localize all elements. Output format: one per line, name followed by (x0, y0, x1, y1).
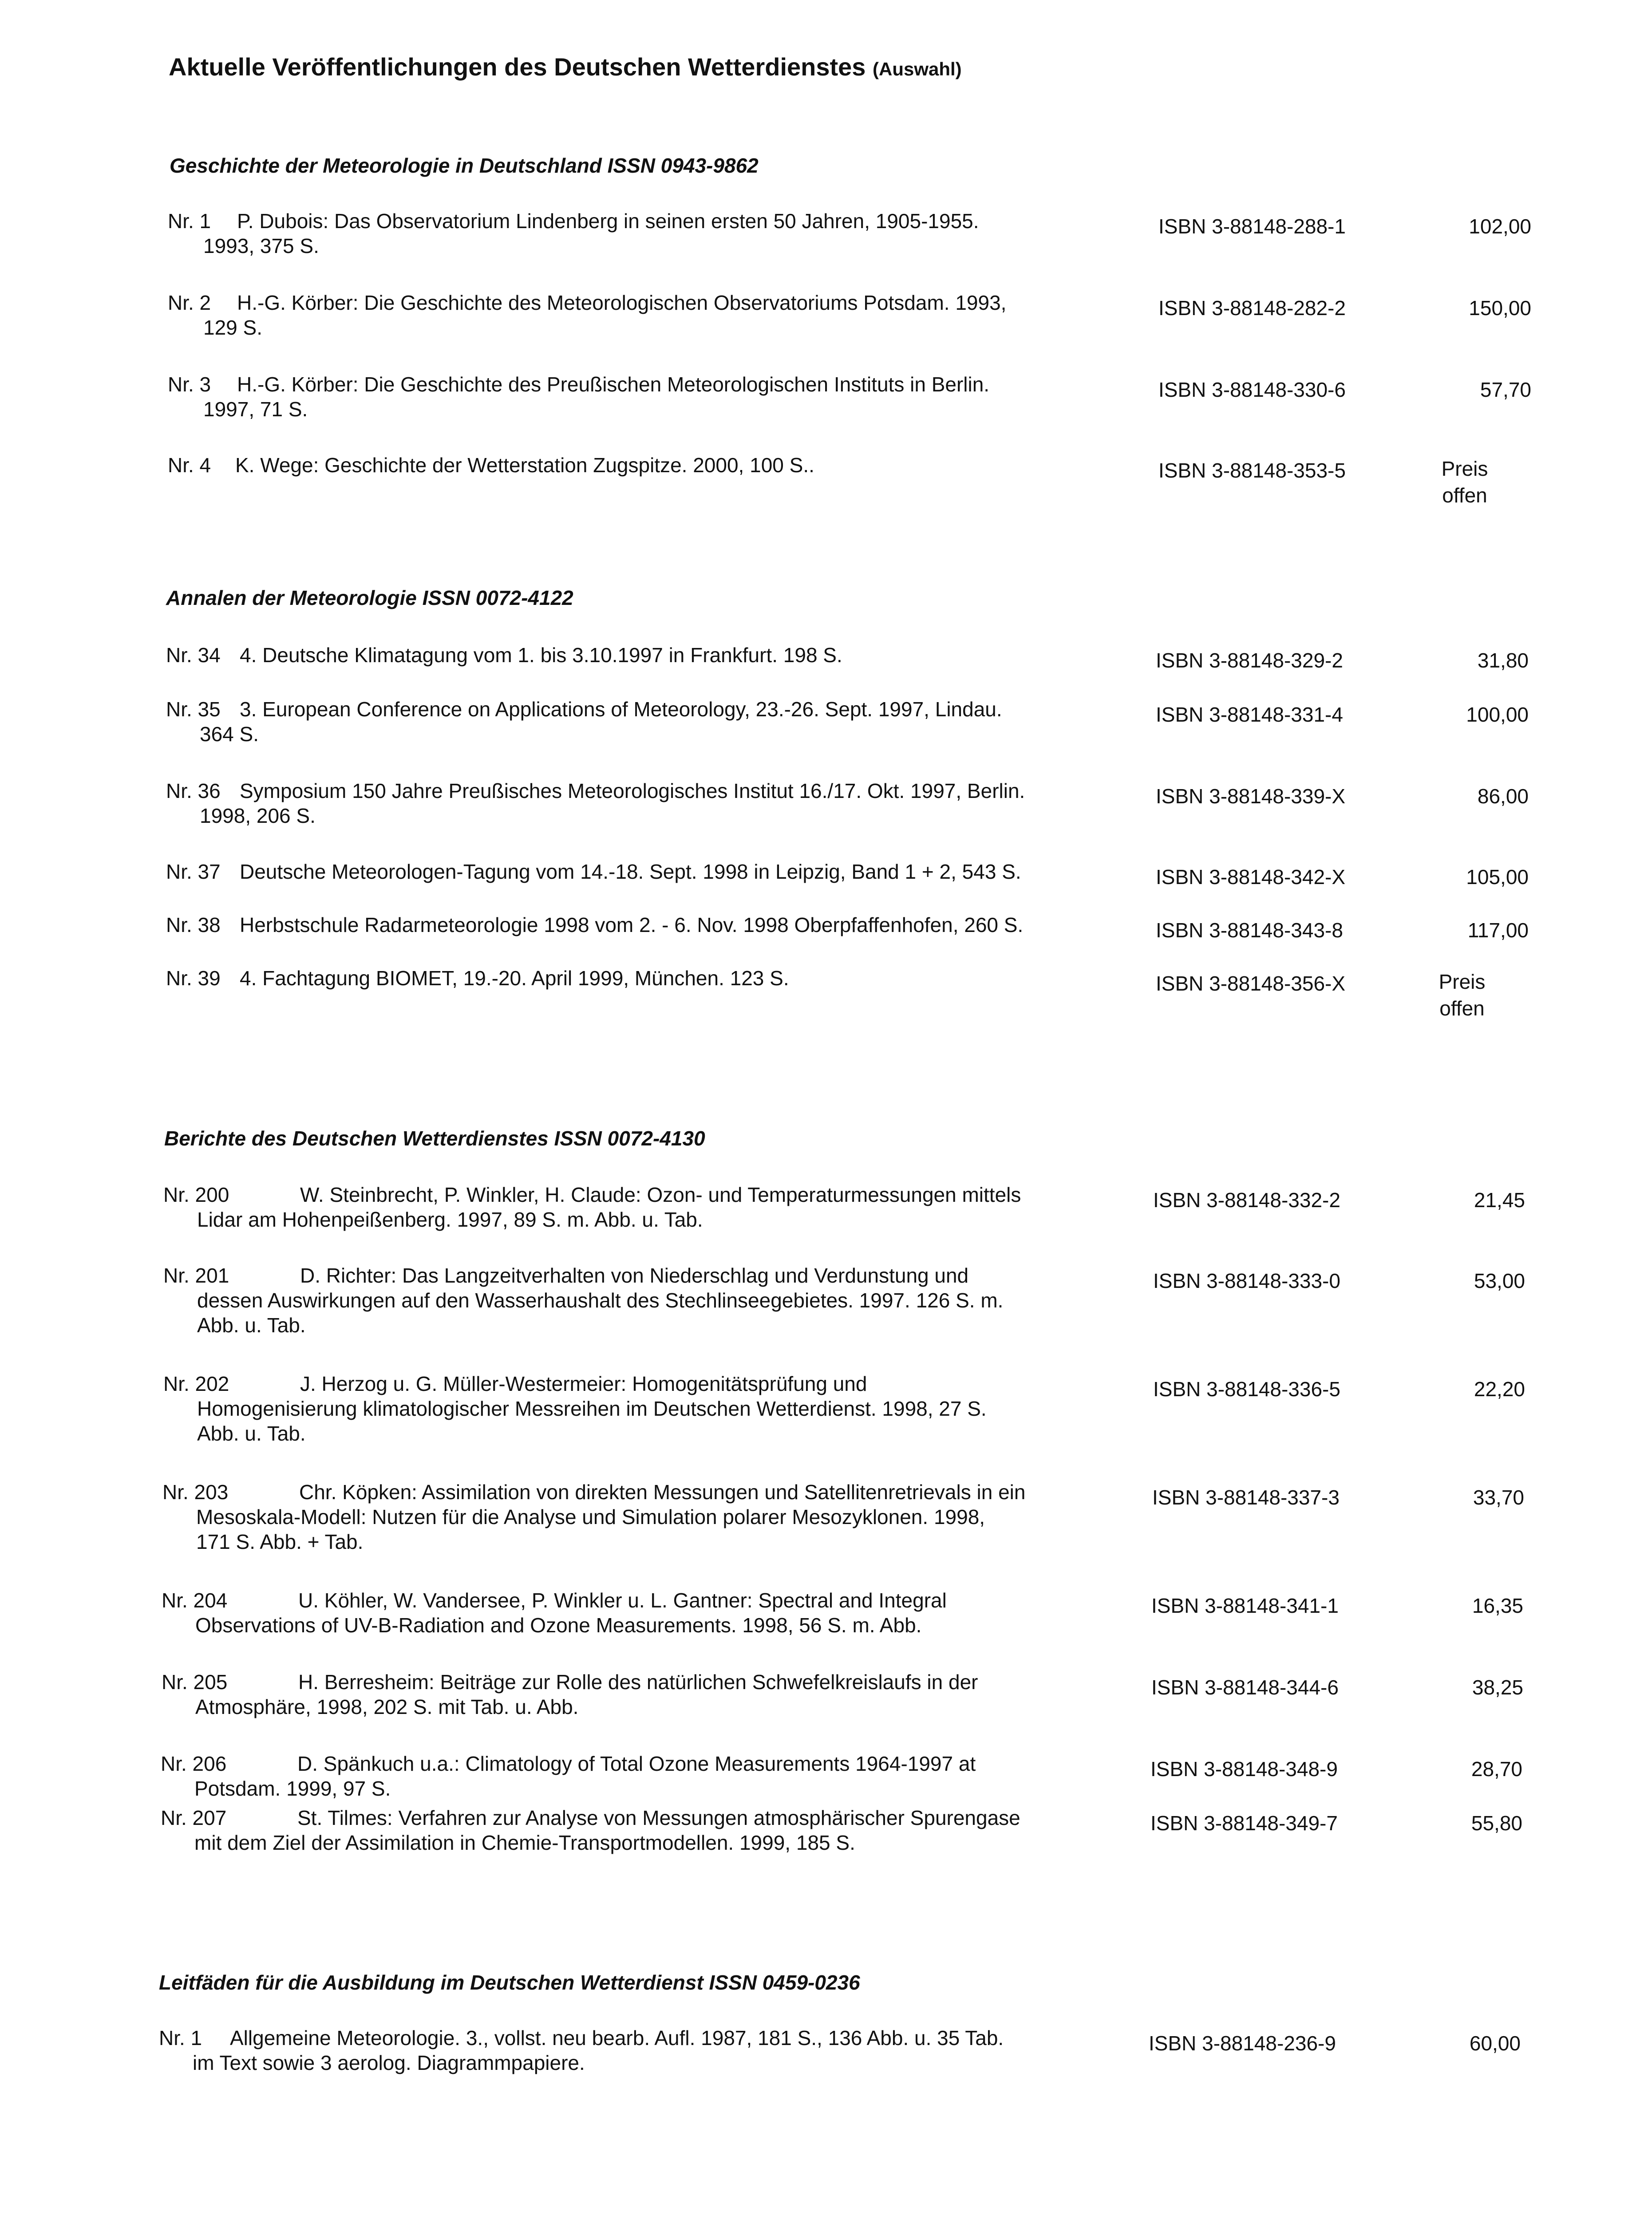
entry-price: 86,00 (1477, 785, 1529, 808)
entry-price: 117,00 (1467, 919, 1529, 942)
entry-isbn: ISBN 3-88148-288-1 (1158, 215, 1346, 238)
entry-isbn: ISBN 3-88148-349-7 (1150, 1812, 1338, 1835)
entry-price: Preis offen (1439, 970, 1486, 1020)
entry-price: 31,80 (1477, 649, 1529, 672)
entry-description: Chr. Köpken: Assimilation von direkten Messungen und Satellitenretrievals in ein Mesoskala-Modell: Nutzen für die Analyse und Simulation polarer Mesozyklonen. 1998, 171 S. Abb. + Tab. (196, 1481, 1026, 1553)
section-heading-berichte: Berichte des Deutschen Wetterdienstes ISSN 0072-4130 (164, 1127, 705, 1150)
entry-number: Nr. 2 (168, 291, 211, 314)
entry-price: 100,00 (1466, 703, 1529, 726)
entry-description: 3. European Conference on Applications of Meteorology, 23.-26. Sept. 1997, Lindau. 364 S. (200, 698, 1002, 746)
entry-number: Nr. 203 (162, 1481, 229, 1504)
entry-number: Nr. 36 (166, 779, 221, 802)
entry-isbn: ISBN 3-88148-330-6 (1158, 378, 1346, 401)
entry-isbn: ISBN 3-88148-356-X (1156, 972, 1346, 995)
entry-description: 4. Fachtagung BIOMET, 19.-20. April 1999, München. 123 S. (240, 967, 789, 990)
entry-price: 33,70 (1473, 1486, 1524, 1509)
entry-price: 57,70 (1480, 378, 1531, 401)
entry-description: Deutsche Meteorologen-Tagung vom 14.-18. Sept. 1998 in Leipzig, Band 1 + 2, 543 S. (240, 860, 1021, 883)
section-heading-annalen: Annalen der Meteorologie ISSN 0072-4122 (166, 586, 573, 609)
entry-isbn: ISBN 3-88148-339-X (1156, 785, 1346, 808)
entry-price: 55,80 (1471, 1812, 1522, 1835)
entry-description: Symposium 150 Jahre Preußisches Meteorologisches Institut 16./17. Okt. 1997, Berlin. 1998, 206 S. (200, 779, 1025, 827)
entry-number: Nr. 1 (159, 2026, 202, 2049)
entry-description: Allgemeine Meteorologie. 3., vollst. neu bearb. Aufl. 1987, 181 S., 136 Abb. u. 35 Tab. im Text sowie 3 aerolog. Diagrammpapiere. (193, 2026, 1004, 2074)
entry-description: St. Tilmes: Verfahren zur Analyse von Messungen atmosphärischer Spurengase mit dem Ziel der Assimilation in Chemie-Transportmodellen. 1999, 185 S. (194, 1806, 1020, 1854)
entry-isbn: ISBN 3-88148-348-9 (1150, 1757, 1338, 1781)
entry-isbn: ISBN 3-88148-282-2 (1158, 296, 1346, 320)
entry-number: Nr. 205 (162, 1670, 228, 1694)
entry-number: Nr. 4 (168, 454, 211, 477)
entry-number: Nr. 39 (166, 967, 221, 990)
entry-description: W. Steinbrecht, P. Winkler, H. Claude: Ozon- und Temperaturmessungen mittels Lidar am Hohenpeißenberg. 1997, 89 S. m. Abb. u. Tab. (197, 1183, 1021, 1231)
entry-number: Nr. 35 (166, 698, 221, 721)
entry-isbn: ISBN 3-88148-344-6 (1151, 1676, 1339, 1699)
entry-isbn: ISBN 3-88148-331-4 (1156, 703, 1343, 726)
entry-description: J. Herzog u. G. Müller-Westermeier: Homogenitätsprüfung und Homogenisierung klimatologischer Messreihen im Deutschen Wetterdienst. 1998, 27 S. Abb. u. Tab. (197, 1372, 987, 1445)
entry-description: K. Wege: Geschichte der Wetterstation Zugspitze. 2000, 100 S.. (235, 454, 814, 477)
entry-isbn: ISBN 3-88148-336-5 (1153, 1378, 1340, 1401)
entry-description: D. Richter: Das Langzeitverhalten von Niederschlag und Verdunstung und dessen Auswirkungen auf den Wasserhaushalt des Stechlinseegebietes. 1997. 126 S. m. Abb. u. Tab. (197, 1264, 1004, 1337)
entry-description: P. Dubois: Das Observatorium Lindenberg in seinen ersten 50 Jahren, 1905-1955. 1993, 375 S. (203, 209, 979, 257)
entry-number: Nr. 207 (161, 1806, 227, 1829)
entry-number: Nr. 200 (163, 1183, 229, 1206)
entry-price: 22,20 (1474, 1378, 1525, 1401)
page-title (169, 52, 962, 81)
entry-description: Herbstschule Radarmeteorologie 1998 vom 2. - 6. Nov. 1998 Oberpfaffenhofen, 260 S. (240, 913, 1024, 936)
entry-description: D. Spänkuch u.a.: Climatology of Total Ozone Measurements 1964-1997 at Potsdam. 1999, 97 S. (194, 1752, 976, 1800)
entry-number: Nr. 201 (163, 1264, 229, 1287)
entry-price: Preis offen (1441, 457, 1488, 507)
entry-number: Nr. 202 (163, 1372, 229, 1395)
entry-description: H.-G. Körber: Die Geschichte des Meteorologischen Observatoriums Potsdam. 1993, 129 S. (203, 291, 1007, 339)
entry-isbn: ISBN 3-88148-342-X (1156, 865, 1346, 888)
entry-description: H. Berresheim: Beiträge zur Rolle des natürlichen Schwefelkreislaufs in der Atmosphäre, 1998, 202 S. mit Tab. u. Abb. (195, 1670, 978, 1718)
entry-description: U. Köhler, W. Vandersee, P. Winkler u. L. Gantner: Spectral and Integral Observations of UV-B-Radiation and Ozone Measurements. 1998, 56 S. m. Abb. (195, 1589, 947, 1637)
entry-price: 16,35 (1472, 1594, 1523, 1617)
entry-number: Nr. 37 (166, 860, 221, 883)
entry-price: 38,25 (1472, 1676, 1523, 1699)
entry-price: 21,45 (1474, 1188, 1525, 1212)
page-title-text: Aktuelle Veröffentlichungen des Deutschen Wetterdienstes (169, 53, 866, 81)
entry-number: Nr. 206 (161, 1752, 227, 1775)
entry-number: Nr. 34 (166, 644, 221, 667)
entry-isbn: ISBN 3-88148-337-3 (1152, 1486, 1340, 1509)
entry-isbn: ISBN 3-88148-341-1 (1151, 1594, 1339, 1617)
entry-isbn: ISBN 3-88148-333-0 (1153, 1269, 1340, 1292)
entry-price: 150,00 (1469, 296, 1531, 320)
entry-isbn: ISBN 3-88148-332-2 (1153, 1188, 1340, 1212)
entry-isbn: ISBN 3-88148-236-9 (1149, 2032, 1336, 2055)
entry-isbn: ISBN 3-88148-329-2 (1156, 649, 1343, 672)
section-heading-leitfaeden: Leitfäden für die Ausbildung im Deutschen Wetterdienst ISSN 0459-0236 (159, 1971, 860, 1994)
entry-price: 60,00 (1469, 2032, 1521, 2055)
entry-price: 53,00 (1474, 1269, 1525, 1292)
entry-price: 28,70 (1471, 1757, 1522, 1781)
entry-number: Nr. 3 (168, 373, 211, 396)
entry-number: Nr. 38 (166, 913, 221, 936)
entry-description: H.-G. Körber: Die Geschichte des Preußischen Meteorologischen Instituts in Berlin. 1997, 71 S. (203, 373, 990, 421)
entry-price: 102,00 (1469, 215, 1531, 238)
entry-description: 4. Deutsche Klimatagung vom 1. bis 3.10.1997 in Frankfurt. 198 S. (240, 644, 842, 667)
entry-number: Nr. 1 (168, 209, 211, 233)
section-heading-geschichte: Geschichte der Meteorologie in Deutschland ISSN 0943-9862 (170, 154, 759, 177)
entry-isbn: ISBN 3-88148-353-5 (1158, 459, 1346, 482)
entry-price: 105,00 (1466, 865, 1529, 888)
entry-number: Nr. 204 (162, 1589, 228, 1612)
page-subtitle: (Auswahl) (873, 59, 962, 79)
entry-isbn: ISBN 3-88148-343-8 (1156, 919, 1343, 942)
